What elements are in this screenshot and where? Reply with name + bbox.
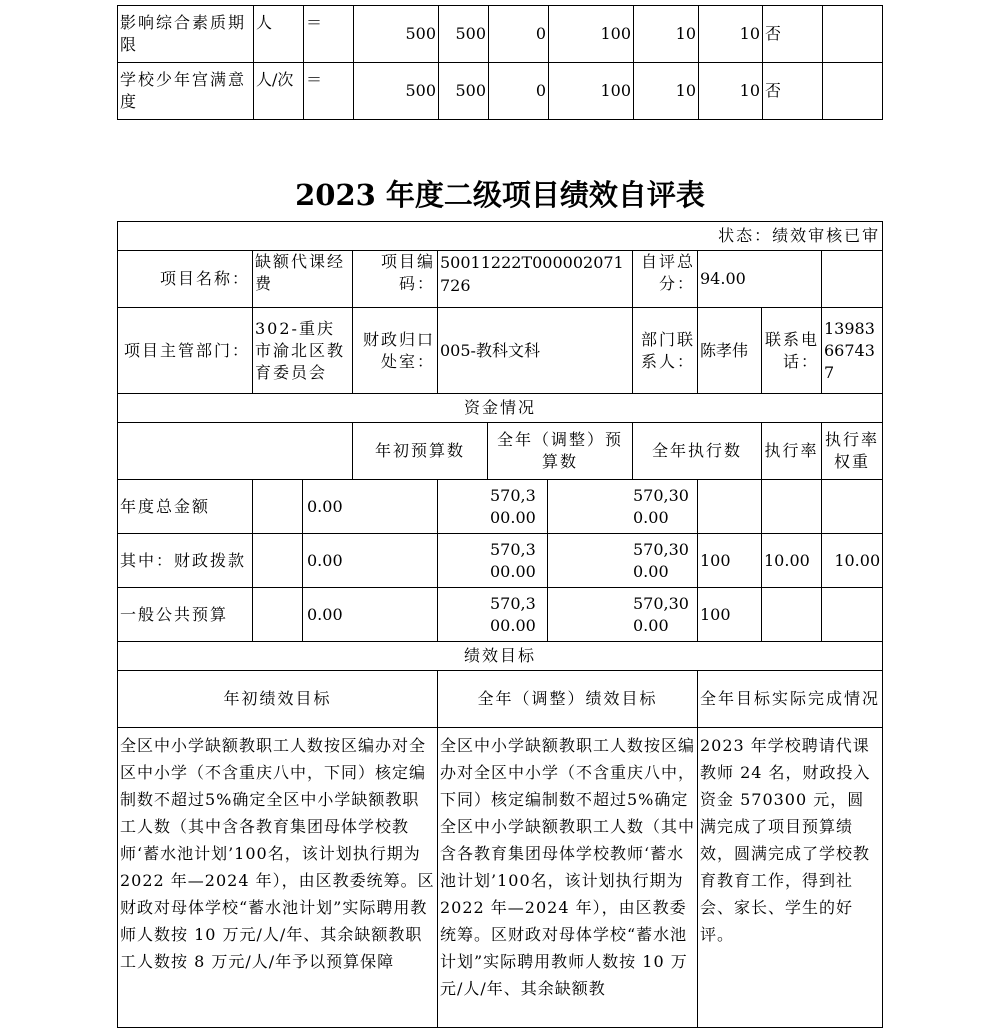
funds-weight [762, 588, 822, 642]
office-label: 财政归口处室： [353, 308, 438, 394]
score-label: 自评总分： [633, 251, 698, 308]
dept-label: 项目主管部门： [118, 308, 253, 394]
indicator-operator: ＝ [304, 63, 354, 120]
goals-header: 年初绩效目标 [118, 671, 438, 728]
funds-header: 全年执行数 [633, 423, 762, 480]
funds-executed: 570,300.00 [548, 534, 698, 588]
goals-section-title: 绩效目标 [118, 642, 883, 671]
funds-section-title: 资金情况 [118, 394, 883, 423]
funds-executed: 570,300.00 [548, 480, 698, 534]
initial-goal-text: 全区中小学缺额教职工人数按区编办对全区中小学（不含重庆八中，下同）核定编制数不超过5%确定全区中小学缺额教职工人数（其中含各教育集团母体学校教师‘蓄水池计划’100名，该计划执行期为 2022 年—2024 年），由区教委统筹。区财政对母体学校“蓄水池计划”实际聘用教师人数按 10 万元/人/年、其余缺额教职工人数按 8 万元/人/年予以预算保障 [118, 728, 438, 1028]
project-code: 50011222T000002071726 [438, 251, 633, 308]
funds-header-row [118, 423, 883, 480]
project-code-label: 项目编码： [353, 251, 438, 308]
funds-row-label: 其中：财政拨款 [118, 534, 253, 588]
contact-label: 部门联系人： [633, 308, 698, 394]
indicator-value: 500 [354, 63, 439, 120]
empty-cell [118, 423, 353, 480]
empty-cell [253, 588, 303, 642]
indicator-value: 100 [549, 63, 634, 120]
dept-value: 302-重庆市渝北区教育委员会 [253, 308, 353, 394]
phone-label: 联系电话： [762, 308, 822, 394]
goals-content-row [118, 728, 883, 1028]
indicator-value: 10 [699, 63, 763, 120]
table-row [118, 534, 883, 588]
status-row [118, 222, 883, 251]
indicator-unit: 人/次 [254, 63, 304, 120]
office-value: 005-教科文科 [438, 308, 633, 394]
goals-header: 全年（调整）绩效目标 [438, 671, 698, 728]
funds-header: 年初预算数 [353, 423, 488, 480]
funds-score: 10.00 [822, 534, 883, 588]
indicator-operator: ＝ [304, 6, 354, 63]
goals-header-row [118, 671, 883, 728]
funds-weight: 10.00 [762, 534, 822, 588]
table-row [118, 588, 883, 642]
indicator-value: 100 [549, 6, 634, 63]
indicator-unit: 人 [254, 6, 304, 63]
indicator-name: 学校少年宫满意度 [118, 63, 254, 120]
project-info-row [118, 251, 883, 308]
funds-rate [698, 480, 762, 534]
indicator-flag: 否 [763, 63, 823, 120]
project-name: 缺额代课经费 [253, 251, 353, 308]
funds-header: 全年（调整）预算数 [488, 423, 633, 480]
contact-value: 陈孝伟 [698, 308, 762, 394]
funds-rate: 100 [698, 534, 762, 588]
funds-section-row [118, 394, 883, 423]
funds-header: 执行率 [762, 423, 822, 480]
status-text: 状态：绩效审核已审 [118, 222, 883, 251]
indicator-table [117, 5, 883, 120]
indicator-value: 0 [489, 63, 549, 120]
table-row [118, 480, 883, 534]
goals-section-row [118, 642, 883, 671]
score-value: 94.00 [698, 251, 822, 308]
funds-score [822, 588, 883, 642]
funds-initial: 0.00 [303, 480, 438, 534]
indicator-value: 500 [439, 6, 489, 63]
funds-executed: 570,300.00 [548, 588, 698, 642]
funds-row-label: 一般公共预算 [118, 588, 253, 642]
page-title: 2023 年度二级项目绩效自评表 [295, 178, 705, 212]
adjusted-goal-text: 全区中小学缺额教职工人数按区编办对全区中小学（不含重庆八中，下同）核定编制数不超过5%确定全区中小学缺额教职工人数（其中含各教育集团母体学校教师‘蓄水池计划’100名，该计划执行期为 2022 年—2024 年），由区教委统筹。区财政对母体学校“蓄水池计划”实际聘用教师人数按 10 万元/人/年、其余缺额教 [438, 728, 698, 1028]
table-row [118, 6, 883, 63]
funds-weight [762, 480, 822, 534]
funds-initial: 0.00 [303, 588, 438, 642]
empty-cell [823, 6, 883, 63]
indicator-value: 10 [634, 6, 699, 63]
indicator-name: 影响综合素质期限 [118, 6, 254, 63]
phone-value: 13983667437 [822, 308, 883, 394]
actual-completion-text: 2023 年学校聘请代课教师 24 名，财政投入资金 570300 元，圆满完成了项目预算绩效，圆满完成了学校教育教育工作，得到社会、家长、学生的好评。 [698, 728, 883, 1028]
funds-adjusted: 570,300.00 [438, 588, 548, 642]
empty-cell [823, 63, 883, 120]
indicator-value: 10 [634, 63, 699, 120]
indicator-value: 0 [489, 6, 549, 63]
goals-header: 全年目标实际完成情况 [698, 671, 883, 728]
evaluation-table [117, 221, 883, 1028]
table-row [118, 63, 883, 120]
funds-rate: 100 [698, 588, 762, 642]
empty-cell [822, 251, 883, 308]
empty-cell [253, 480, 303, 534]
indicator-flag: 否 [763, 6, 823, 63]
indicator-value: 500 [354, 6, 439, 63]
empty-cell [253, 534, 303, 588]
funds-adjusted: 570,300.00 [438, 480, 548, 534]
project-info-row [118, 308, 883, 394]
funds-initial: 0.00 [303, 534, 438, 588]
funds-header: 执行率权重 [822, 423, 883, 480]
project-name-label: 项目名称： [118, 251, 253, 308]
indicator-value: 500 [439, 63, 489, 120]
funds-adjusted: 570,300.00 [438, 534, 548, 588]
funds-row-label: 年度总金额 [118, 480, 253, 534]
funds-score [822, 480, 883, 534]
indicator-value: 10 [699, 6, 763, 63]
